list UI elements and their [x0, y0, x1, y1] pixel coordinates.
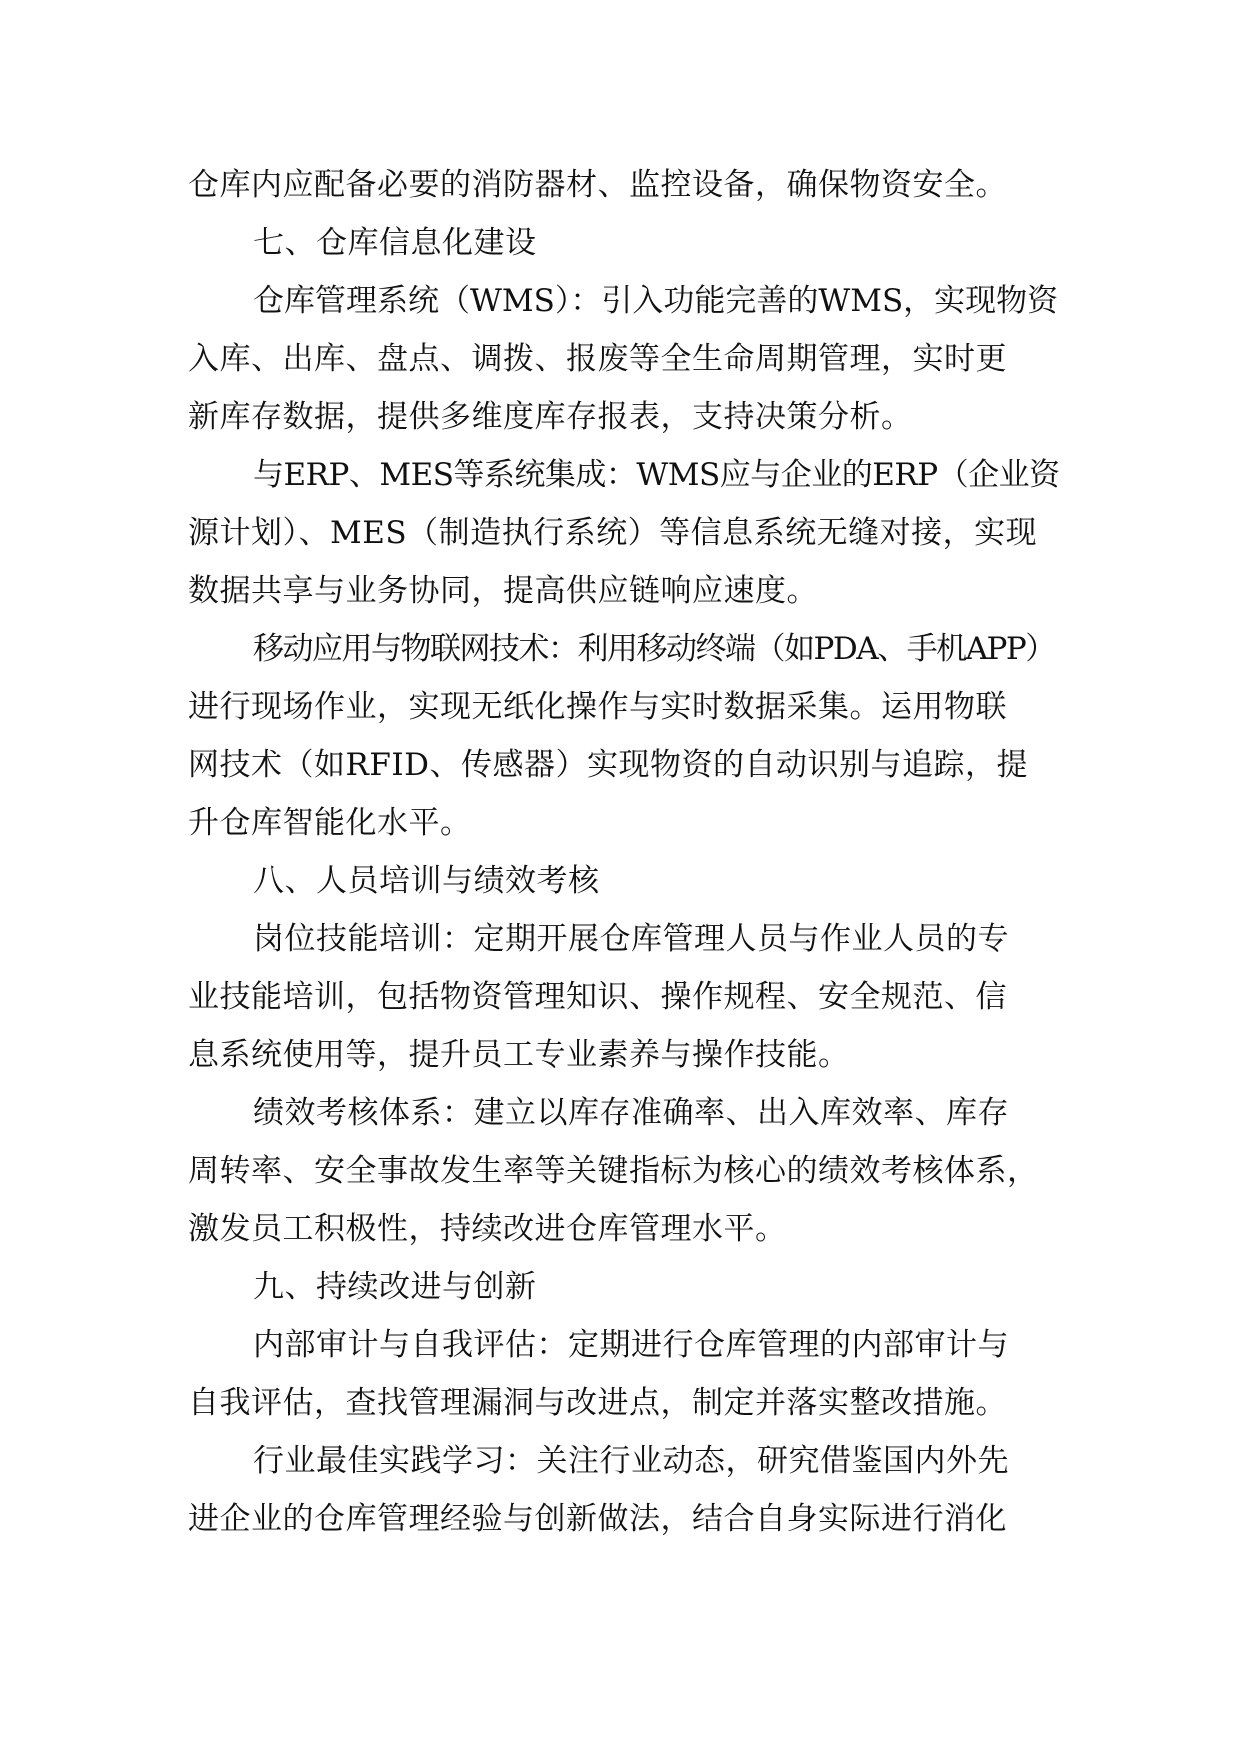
- body-text-line: 数据共享与业务协同，提高供应链响应速度。: [188, 573, 818, 609]
- body-text-line: 息系统使用等，提升员工专业素养与操作技能。: [188, 1037, 850, 1073]
- body-text-line: 自我评估，查找管理漏洞与改进点，制定并落实整改措施。: [188, 1385, 1007, 1421]
- body-text-line: 仓库内应配备必要的消防器材、监控设备，确保物资安全。: [188, 167, 1007, 203]
- body-text-line: 进行现场作业，实现无纸化操作与实时数据采集。运用物联: [188, 689, 1007, 725]
- body-text-line: 升仓库智能化水平。: [188, 805, 472, 841]
- body-text-line: 内部审计与自我评估：定期进行仓库管理的内部审计与: [253, 1327, 1009, 1363]
- body-text-line: 入库、出库、盘点、调拨、报废等全生命周期管理，实时更: [188, 341, 1007, 377]
- body-text-line: 仓库管理系统（WMS）：引入功能完善的WMS，实现物资: [253, 283, 1059, 319]
- body-text-line: 周转率、安全事故发生率等关键指标为核心的绩效考核体系，: [188, 1153, 1039, 1189]
- body-text-line: 行业最佳实践学习：关注行业动态，研究借鉴国内外先: [253, 1443, 1009, 1479]
- body-text-line: 业技能培训，包括物资管理知识、操作规程、安全规范、信: [188, 979, 1007, 1015]
- body-text-line: 网技术（如RFID、传感器）实现物资的自动识别与追踪，提: [188, 747, 1028, 783]
- section-heading: 八、人员培训与绩效考核: [253, 863, 600, 899]
- body-text-line: 与ERP、MES等系统集成：WMS应与企业的ERP（企业资: [253, 457, 1060, 493]
- section-heading: 九、持续改进与创新: [253, 1269, 537, 1305]
- section-heading: 七、仓库信息化建设: [253, 225, 537, 261]
- body-text-line: 激发员工积极性，持续改进仓库管理水平。: [188, 1211, 787, 1247]
- body-text-line: 新库存数据，提供多维度库存报表，支持决策分析。: [188, 399, 913, 435]
- body-text-line: 岗位技能培训：定期开展仓库管理人员与作业人员的专: [253, 921, 1009, 957]
- body-text-line: 进企业的仓库管理经验与创新做法，结合自身实际进行消化: [188, 1501, 1007, 1537]
- body-text-line: 绩效考核体系：建立以库存准确率、出入库效率、库存: [253, 1095, 1009, 1131]
- body-text-line: 移动应用与物联网技术：利用移动终端（如PDA、手机APP）: [253, 631, 1055, 667]
- body-text-line: 源计划）、MES（制造执行系统）等信息系统无缝对接，实现: [188, 515, 1038, 551]
